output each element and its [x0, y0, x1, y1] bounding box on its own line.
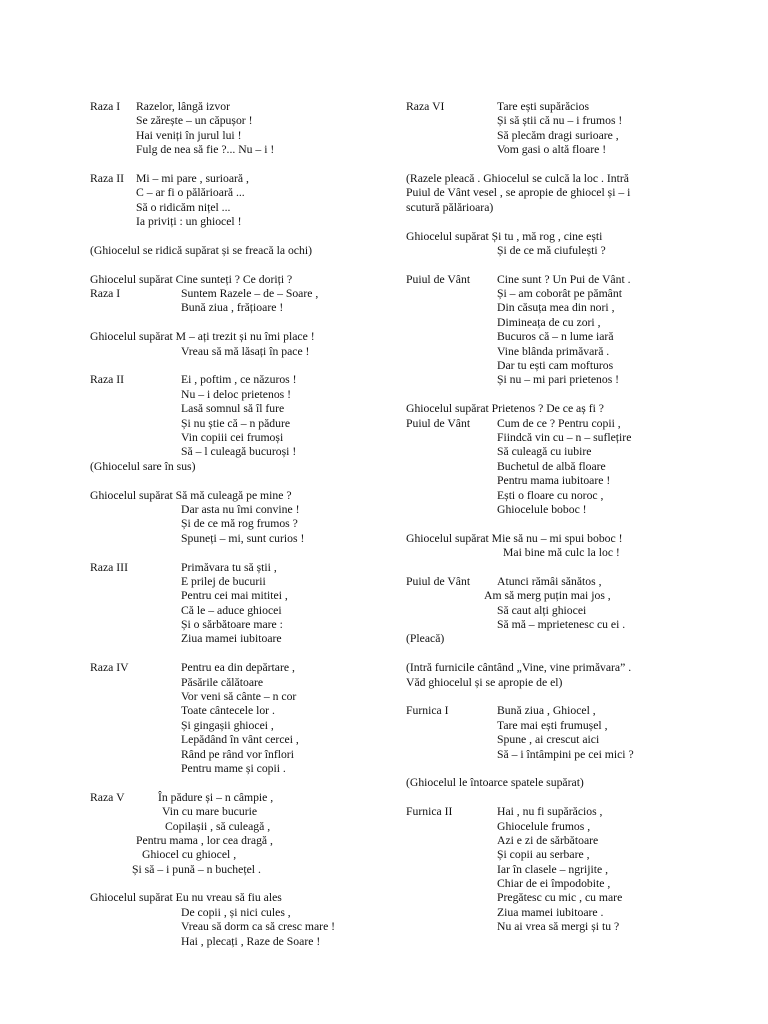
line-text: Vreau să mă lăsați în pace !: [181, 344, 310, 358]
script-line: [406, 748, 726, 762]
script-line: [406, 532, 726, 546]
script-line: [406, 834, 726, 848]
line-text: Ei , poftim , ce năzuros !: [181, 373, 297, 387]
line-text: Copilașii , să culeagă ,: [165, 819, 271, 833]
blank-line: [90, 546, 390, 560]
line-text: Și de ce mă ciufulești ?: [497, 243, 606, 257]
line-text: Pentru mama , lor cea dragă ,: [136, 833, 273, 847]
speaker-label: Raza II: [90, 373, 125, 387]
line-text: Și nu știe că – n pădure: [181, 416, 291, 430]
script-line: [406, 114, 726, 128]
line-text: Că le – aduce ghiocei: [181, 603, 282, 617]
line-text: Ghiocelule frumos ,: [497, 819, 591, 833]
script-line: [406, 445, 726, 459]
line-text: Razelor, lângă izvor: [136, 100, 230, 113]
speaker-label: Raza I: [90, 100, 121, 113]
script-line: [406, 920, 726, 934]
line-text: Spuneți – mi, sunt curios !: [181, 531, 305, 545]
line-text: Ghiocelul supărat Mie să nu – mi spui boboc !: [406, 531, 623, 545]
script-line: [406, 100, 726, 114]
blank-line: [406, 517, 726, 531]
script-line: [90, 704, 390, 718]
script-line: [406, 805, 726, 819]
line-text: Toate cântecele lor .: [181, 704, 275, 718]
speaker-label: Raza III: [90, 560, 128, 574]
line-text: Ghiocelule boboc !: [497, 502, 587, 516]
line-text: (Razele pleacă . Ghiocelul se culcă la loc . Intră: [406, 171, 629, 185]
line-text: Dar asta nu îmi convine !: [181, 502, 300, 516]
script-line: [406, 604, 726, 618]
line-text: Vreau să dorm ca să cresc mare !: [181, 920, 336, 934]
blank-line: [90, 474, 390, 488]
line-text: E prilej de bucurii: [181, 574, 266, 588]
script-line: [406, 172, 726, 186]
speaker-label: Puiul de Vânt: [406, 272, 471, 286]
script-line: [406, 143, 726, 157]
blank-line: [90, 258, 390, 272]
script-line: [90, 100, 390, 114]
line-text: Și gingașii ghiocei ,: [181, 718, 274, 732]
script-line: [90, 589, 390, 603]
script-line: [406, 330, 726, 344]
script-line: [406, 575, 726, 589]
line-text: Ghiocelul supărat Și tu , mă rog , cine ești: [406, 229, 603, 243]
script-line: [90, 244, 390, 258]
line-text: Și o sărbătoare mare :: [181, 618, 283, 632]
line-text: Bună ziua , Ghiocel ,: [497, 704, 596, 718]
script-line: [406, 129, 726, 143]
line-text: Hai , nu fi supărăcios ,: [497, 805, 603, 819]
blank-line: [406, 388, 726, 402]
line-text: Pregătesc cu mic , cu mare: [497, 891, 623, 905]
line-text: Vin copiii cei frumoși: [181, 430, 284, 444]
line-text: C – ar fi o pălărioară ...: [136, 186, 245, 200]
right-column: [406, 100, 726, 935]
line-text: Din căsuța mea din nori ,: [497, 301, 615, 315]
script-line: [406, 618, 726, 632]
script-line: [90, 301, 390, 315]
line-text: Ești o floare cu noroc ,: [497, 488, 604, 502]
line-text: Ghiocelul supărat Să mă culeagă pe mine ?: [90, 488, 292, 502]
script-line: [406, 906, 726, 920]
line-text: Păsările călătoare: [181, 675, 264, 689]
speaker-label: Raza VI: [406, 100, 445, 113]
line-text: Cum de ce ? Pentru copii ,: [497, 416, 621, 430]
script-line: [406, 589, 726, 603]
blank-line: [406, 561, 726, 575]
script-line: [406, 373, 726, 387]
blank-line: [90, 776, 390, 790]
line-text: Vor veni să cânte – n cor: [181, 690, 297, 704]
script-line: [90, 762, 390, 776]
blank-line: [90, 230, 390, 244]
script-line: [90, 373, 390, 387]
script-line: [90, 719, 390, 733]
script-line: [90, 489, 390, 503]
line-text: Văd ghiocelul și se apropie de el): [406, 675, 563, 689]
script-line: [90, 575, 390, 589]
script-line: [90, 618, 390, 632]
script-line: [406, 301, 726, 315]
script-line: [90, 561, 390, 575]
line-text: Puiul de Vânt vesel , se apropie de ghiocel și – i: [406, 186, 631, 200]
line-text: Mai bine mă culc la loc !: [503, 546, 620, 560]
script-line: [90, 273, 390, 287]
blank-line: [90, 877, 390, 891]
script-line: [406, 489, 726, 503]
line-text: Dimineața de cu zori ,: [497, 315, 601, 329]
script-line: [90, 690, 390, 704]
line-text: Și să – i pună – n buchețel .: [132, 862, 261, 876]
line-text: Pentru ea din depărtare ,: [181, 661, 295, 675]
script-line: [90, 834, 390, 848]
blank-line: [406, 215, 726, 229]
line-text: scutură pălărioara): [406, 200, 494, 214]
line-text: Spune , ai crescut aici: [497, 733, 600, 747]
line-text: Nu ai vrea să mergi și tu ?: [497, 920, 620, 934]
line-text: Fulg de nea să fie ?... Nu – i !: [136, 143, 275, 157]
line-text: Să culeagă cu iubire: [497, 445, 592, 459]
line-text: Rând pe rând vor înflori: [181, 747, 294, 761]
script-line: [90, 388, 390, 402]
blank-line: [90, 158, 390, 172]
blank-line: [90, 647, 390, 661]
line-text: Tare ești supărăcios: [497, 100, 589, 113]
script-line: [406, 877, 726, 891]
line-text: Ghiocel cu ghiocel ,: [142, 848, 237, 862]
script-line: [90, 345, 390, 359]
line-text: (Ghiocelul se ridică supărat și se freacă la ochi): [90, 243, 312, 257]
line-text: Să – i întâmpini pe cei mici ?: [497, 747, 634, 761]
script-line: [406, 287, 726, 301]
line-text: Mi – mi pare , surioară ,: [136, 171, 249, 185]
blank-line: [406, 258, 726, 272]
speaker-label: Raza II: [90, 171, 125, 185]
line-text: Ghiocelul supărat Prietenos ? De ce aș fi ?: [406, 402, 604, 416]
line-text: (Pleacă): [406, 632, 445, 646]
script-line: [406, 704, 726, 718]
line-text: Ziua mamei iubitoare .: [497, 905, 604, 919]
script-line: [90, 805, 390, 819]
script-line: [406, 431, 726, 445]
script-line: [406, 891, 726, 905]
script-line: [90, 201, 390, 215]
script-line: [90, 114, 390, 128]
line-text: În pădure și – n câmpie ,: [158, 790, 274, 804]
line-text: Hai veniți în jurul lui !: [136, 128, 242, 142]
script-line: [406, 474, 726, 488]
script-line: [90, 402, 390, 416]
line-text: (Ghiocelul sare în sus): [90, 459, 196, 473]
line-text: Vin cu mare bucurie: [162, 805, 258, 819]
script-line: [406, 676, 726, 690]
line-text: Să caut alți ghiocei: [497, 603, 587, 617]
line-text: Pentru mame și copii .: [181, 761, 286, 775]
line-text: Pentru cei mai mititei ,: [181, 589, 288, 603]
script-line: [90, 431, 390, 445]
line-text: Primăvara tu să știi ,: [181, 560, 277, 574]
line-text: Să o ridicăm nițel ...: [136, 200, 231, 214]
script-line: [406, 201, 726, 215]
line-text: Dar tu ești cam mofturos: [497, 359, 614, 373]
script-line: [406, 776, 726, 790]
script-line: [90, 848, 390, 862]
blank-line: [90, 359, 390, 373]
script-line: [90, 417, 390, 431]
script-line: [90, 906, 390, 920]
line-text: Ghiocelul supărat Eu nu vreau să fiu ales: [90, 891, 282, 905]
line-text: (Ghiocelul le întoarce spatele supărat): [406, 776, 584, 790]
script-line: [406, 273, 726, 287]
line-text: Suntem Razele – de – Soare ,: [181, 287, 319, 301]
script-line: [90, 143, 390, 157]
line-text: Și nu – mi pari prietenos !: [497, 373, 620, 387]
script-line: [406, 848, 726, 862]
line-text: Vom gasi o altă floare !: [497, 143, 607, 157]
line-text: Bucuros că – n lume iară: [497, 330, 614, 344]
line-text: Și să știi că nu – i frumos !: [497, 114, 623, 128]
line-text: Se zărește – un căpușor !: [136, 114, 253, 128]
script-line: [90, 460, 390, 474]
script-line: [406, 719, 726, 733]
script-line: [90, 661, 390, 675]
script-line: [90, 503, 390, 517]
line-text: Să – l culeagă bucuroși !: [181, 445, 297, 459]
script-line: [90, 920, 390, 934]
line-text: Lepădând în vânt cercei ,: [181, 733, 299, 747]
script-line: [90, 748, 390, 762]
line-text: Tare mai ești frumușel ,: [497, 718, 608, 732]
line-text: Hai , plecați , Raze de Soare !: [181, 934, 321, 948]
script-line: [406, 632, 726, 646]
script-line: [90, 820, 390, 834]
script-line: [90, 186, 390, 200]
line-text: Atunci rămâi sănătos ,: [497, 574, 602, 588]
script-line: [406, 316, 726, 330]
blank-line: [406, 762, 726, 776]
script-line: [406, 733, 726, 747]
blank-line: [406, 647, 726, 661]
script-line: [406, 661, 726, 675]
line-text: Chiar de ei împodobite ,: [497, 877, 611, 891]
script-line: [90, 791, 390, 805]
line-text: Azi e zi de sărbătoare: [497, 833, 599, 847]
line-text: Buchetul de albă floare: [497, 459, 606, 473]
blank-line: [406, 791, 726, 805]
speaker-label: Puiul de Vânt: [406, 416, 471, 430]
line-text: Să plecăm dragi surioare ,: [497, 128, 619, 142]
left-column: [90, 100, 390, 949]
line-text: Ziua mamei iubitoare: [181, 632, 282, 646]
script-line: [90, 445, 390, 459]
script-line: [406, 186, 726, 200]
line-text: Ghiocelul supărat Cine sunteți ? Ce doriți ?: [90, 272, 293, 286]
script-line: [90, 129, 390, 143]
line-text: Și de ce mă rog frumos ?: [181, 517, 298, 531]
line-text: Lasă somnul să îl fure: [181, 402, 285, 416]
script-line: [406, 863, 726, 877]
line-text: Ghiocelul supărat M – ați trezit și nu îmi place !: [90, 330, 315, 344]
script-line: [90, 604, 390, 618]
script-line: [90, 935, 390, 949]
line-text: Și – am coborât pe pământ: [497, 287, 622, 301]
script-line: [406, 402, 726, 416]
speaker-label: Furnica I: [406, 704, 449, 718]
speaker-label: Raza V: [90, 790, 125, 804]
blank-line: [90, 316, 390, 330]
line-text: Iar în clasele – ngrijite ,: [497, 862, 608, 876]
speaker-label: Puiul de Vânt: [406, 574, 471, 588]
line-text: Nu – i deloc prietenos !: [181, 387, 292, 401]
line-text: (Intră furnicile cântând „Vine, vine primăvara” .: [406, 661, 632, 675]
line-text: De copii , și nici cules ,: [181, 905, 291, 919]
speaker-label: Raza I: [90, 287, 121, 301]
script-line: [90, 287, 390, 301]
script-line: [90, 863, 390, 877]
speaker-label: Raza IV: [90, 661, 129, 675]
script-line: [90, 676, 390, 690]
line-text: Și copii au serbare ,: [497, 848, 590, 862]
script-line: [90, 532, 390, 546]
script-line: [406, 417, 726, 431]
line-text: Bună ziua , frățioare !: [181, 301, 284, 315]
script-line: [90, 517, 390, 531]
blank-line: [406, 158, 726, 172]
line-text: Să mă – mprietenesc cu ei .: [497, 618, 626, 632]
script-line: [406, 244, 726, 258]
script-line: [90, 172, 390, 186]
script-line: [406, 345, 726, 359]
line-text: Vine blânda primăvară .: [497, 344, 610, 358]
script-line: [90, 215, 390, 229]
script-line: [406, 230, 726, 244]
speaker-label: Furnica II: [406, 805, 453, 819]
script-line: [406, 820, 726, 834]
line-text: Pentru mama iubitoare !: [497, 474, 611, 488]
script-line: [90, 632, 390, 646]
script-line: [90, 330, 390, 344]
script-line: [406, 503, 726, 517]
line-text: Ia priviți : un ghiocel !: [136, 215, 242, 229]
script-line: [90, 891, 390, 905]
script-line: [406, 460, 726, 474]
line-text: Cine sunt ? Un Pui de Vânt .: [497, 272, 631, 286]
script-line: [90, 733, 390, 747]
script-line: [406, 359, 726, 373]
line-text: Am să merg puțin mai jos ,: [484, 589, 611, 603]
script-line: [406, 546, 726, 560]
blank-line: [406, 690, 726, 704]
line-text: Fiindcă vin cu – n – suflețire: [497, 430, 632, 444]
